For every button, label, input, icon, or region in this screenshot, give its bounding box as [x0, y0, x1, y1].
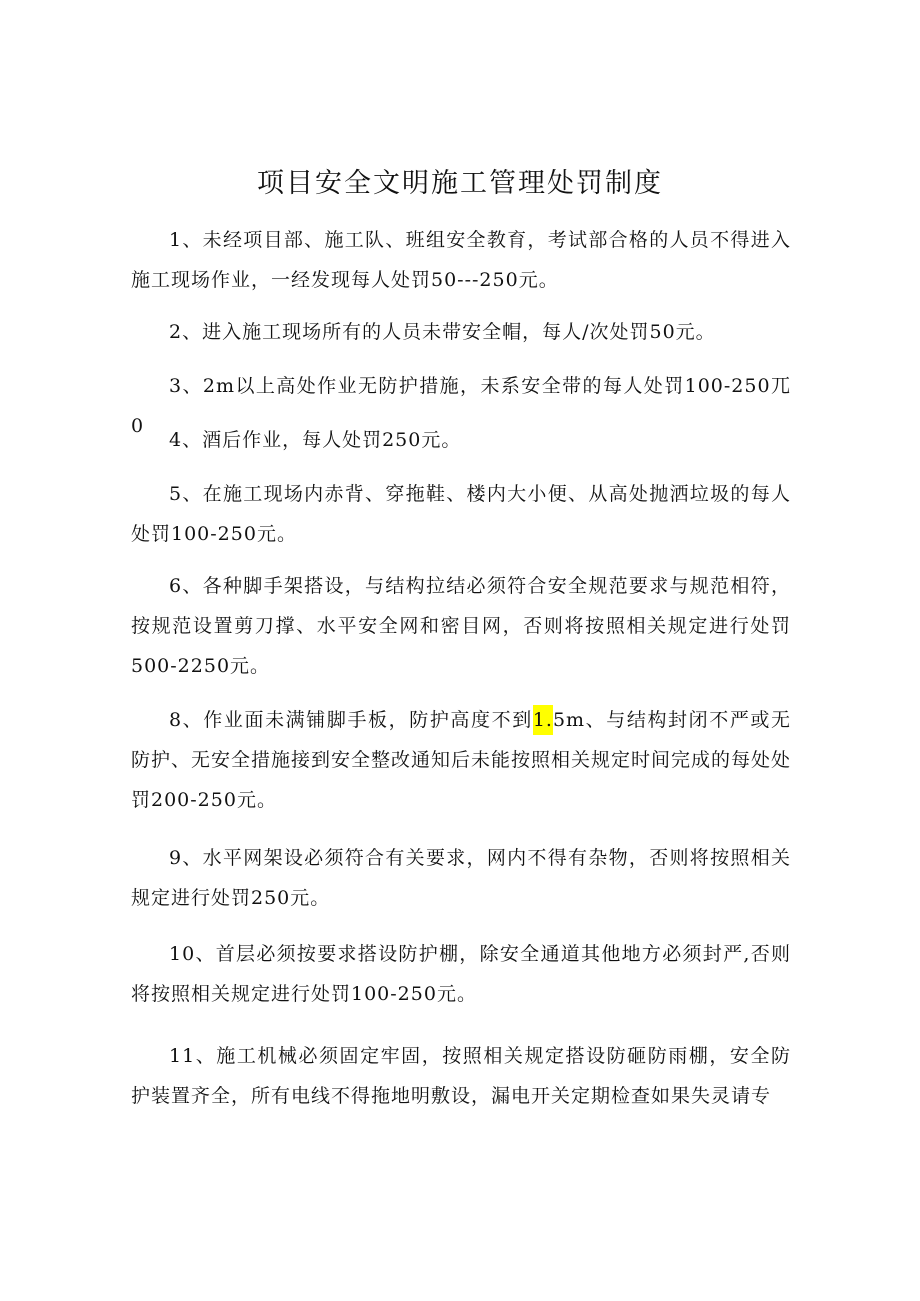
document-title: 项目安全文明施工管理处罚制度: [257, 168, 663, 199]
rule-item-2: 2、进入施工现场所有的人员未带安全帽，每人/次处罚50元。: [169, 321, 716, 343]
rule-item-9: 9、水平网架设必须符合有关要求，网内不得有杂物，否则将按照相关规定进行处罚250元。: [131, 847, 791, 909]
rule-item-4: 4、酒后作业，每人处罚250元。: [169, 429, 462, 451]
rule-item-8-end: 5m、与结构封闭不严或无防护、无安全措施接到安全整改通知后未能按照相关规定时间完成的每处处罚200-250元。: [131, 709, 792, 811]
rule-item-11: 11、施工机械必须固定牢固，按照相关规定搭设防砸防雨棚，安全防护装置齐全，所有电线不得拖地明敷设，漏电开关定期检查如果失灵请专: [131, 1045, 791, 1107]
rule-item-10: 10、首层必须按要求搭设防护棚，除安全通道其他地方必须封严,否则将按照相关规定进行处罚100-250元。: [131, 943, 791, 1005]
rule-item-6: 6、各种脚手架搭设，与结构拉结必须符合安全规范要求与规范相符，按规范设置剪刀撑、水平安全网和密目网，否则将按照相关规定进行处罚500-2250元。: [131, 575, 791, 677]
rule-item-1: 1、未经项目部、施工队、班组安全教育，考试部合格的人员不得进入施工现场作业，一经发现每人处罚50---250元。: [131, 229, 791, 291]
rule-item-5: 5、在施工现场内赤背、穿拖鞋、楼内大小便、从高处抛洒垃圾的每人处罚100-250元。: [131, 483, 791, 545]
rule-item-8-start: 8、作业面未满铺脚手板，防护高度不到: [169, 709, 533, 731]
highlighted-text: 1.: [533, 705, 553, 735]
rule-item-3: 3、2m以上高处作业无防护措施，未系安全带的每人处罚100-250兀0: [131, 375, 791, 437]
rule-item-8: [131, 700, 791, 820]
